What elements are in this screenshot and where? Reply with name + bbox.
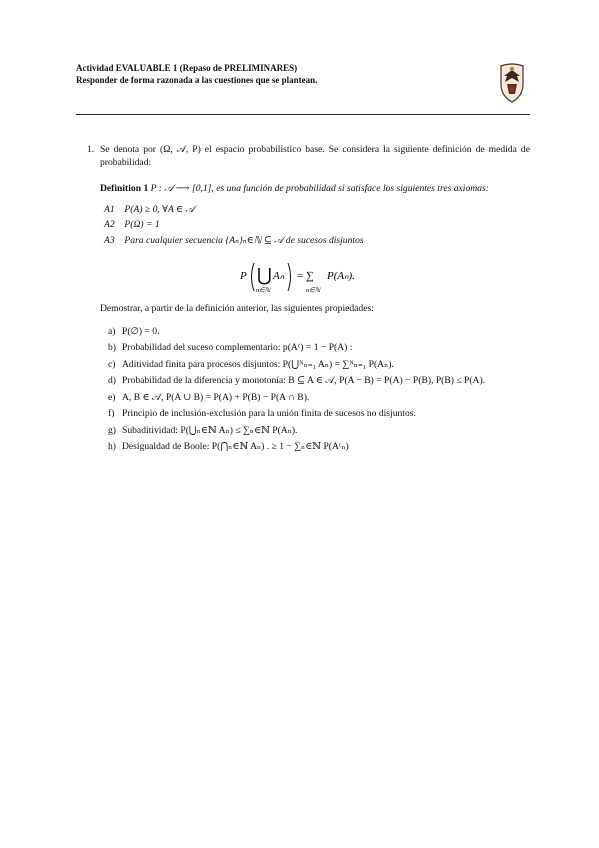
part-key: b): [108, 342, 116, 353]
axiom-key: A2: [104, 219, 115, 230]
formula-sum-sub: n∈ℕ: [306, 287, 321, 294]
university-crest-icon: [495, 60, 529, 104]
axiom-key: A3: [104, 234, 115, 246]
formula-svg: [240, 257, 390, 297]
list-item: [108, 408, 530, 421]
axiom-item: [104, 235, 530, 248]
part-text: Aditividad finita para procesos disjuntos: P(⋃ᴺₙ₌₁ Aₙ) = ∑ᴺₙ₌₁ P(Aₙ).: [122, 358, 394, 370]
question-prompt: Demostrar, a partir de la definición anterior, las siguientes propiedades:: [100, 303, 374, 314]
question-1: [76, 144, 530, 458]
part-key: e): [108, 391, 116, 403]
axiom-text: Para cualquier secuencia {Aₙ}ₙ∈ℕ ⊆ 𝒜 de sucesos disjuntos: [124, 234, 364, 246]
formula-union: ⋃: [257, 265, 272, 286]
question-intro: Se denota por (Ω, 𝒜, P) el espacio probabilístico base. Se considera la siguiente definición de medida de probabilidad:: [100, 144, 530, 168]
axiom-item: [104, 219, 530, 232]
list-item: [108, 375, 530, 388]
sigma-additivity-formula: [100, 257, 530, 297]
part-key: c): [108, 358, 116, 370]
list-item: [108, 359, 530, 372]
parts-list: [108, 326, 530, 454]
header-subtitle: Responder de forma razonada a las cuestiones que se plantean.: [76, 75, 318, 85]
part-text: Principio de inclusión-exclusión para la unión finita de sucesos no disjuntos.: [122, 408, 416, 419]
formula-p: P: [240, 270, 247, 282]
definition-label: Definition 1: [100, 183, 149, 194]
definition: [100, 183, 530, 196]
part-key: g): [108, 424, 116, 436]
part-key: f): [108, 408, 115, 419]
part-key: a): [108, 325, 116, 337]
list-item: [108, 392, 530, 405]
part-text: Probabilidad de la diferencia y monotonía: B ⊆ A ∈ 𝒜, P(A − B) = P(A) − P(B), P(B) ≤ P(A).: [122, 375, 486, 386]
list-item: [108, 425, 530, 438]
list-item: [108, 342, 530, 355]
list-item: [108, 441, 530, 454]
part-key: h): [108, 441, 116, 452]
part-text: Desigualdad de Boole: P(⋂ₙ∈ℕ Aₙ) . ≥ 1 − ∑ₙ∈ℕ P(Aᶜₙ): [122, 441, 349, 452]
part-text: A, B ∈ 𝒜, P(A ∪ B) = P(A) + P(B) − P(A ∩ B).: [122, 391, 310, 403]
axiom-item: [104, 204, 530, 217]
part-text: P(∅) = 0.: [122, 325, 160, 337]
formula-rhs: P(Aₙ).: [327, 270, 355, 282]
list-item: [108, 326, 530, 339]
header-divider: [76, 114, 530, 115]
axiom-key: A1: [104, 203, 115, 215]
formula-union-sub: n∈ℕ: [256, 287, 271, 294]
axiom-text: P(Ω) = 1: [124, 219, 160, 230]
header-title: Actividad EVALUABLE 1 (Repaso de PRELIMINARES): [76, 63, 298, 73]
question-number: 1.: [87, 144, 95, 155]
part-text: Subaditividad: P(⋃ₙ∈ℕ Aₙ) ≤ ∑ₙ∈ℕ P(Aₙ).: [122, 424, 298, 436]
axiom-text: P(A) ≥ 0, ∀A ∈ 𝒜: [124, 203, 195, 215]
part-text: Probabilidad del suceso complementario: p(Aᶜ) = 1 − P(A) :: [122, 342, 353, 353]
part-key: d): [108, 375, 116, 386]
definition-text: P : 𝒜 ⟶ [0,1], es una función de probabilidad si satisface los siguientes tres axiomas:: [150, 183, 489, 194]
document-header: [76, 62, 528, 86]
formula-term: Aₙ: [273, 270, 285, 282]
formula-equals-sum: = ∑: [297, 270, 314, 282]
axiom-list: [104, 204, 530, 248]
